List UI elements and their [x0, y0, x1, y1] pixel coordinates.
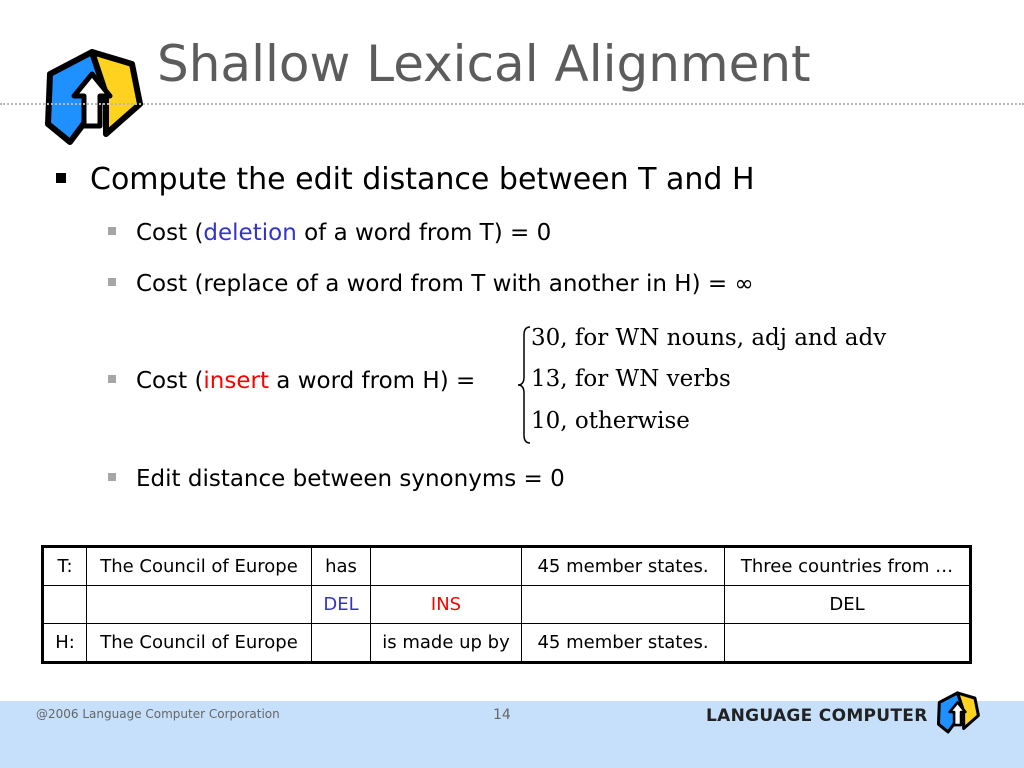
table-row	[43, 624, 971, 663]
table-cell: has	[312, 547, 371, 586]
bullet-text: Cost (replace of a word from T with another in H) = ∞	[136, 271, 754, 297]
left-brace	[516, 325, 532, 445]
bullet-text: of a word from T) = 0	[296, 220, 552, 246]
table-cell: 45 member states.	[522, 547, 725, 586]
bullet-text: a word from H) =	[269, 368, 476, 394]
del-label: DEL	[312, 586, 371, 624]
insert-cost-case-1: 30, for WN nouns, adj and adv	[531, 325, 887, 351]
sub-bullet-marker	[108, 227, 116, 235]
main-bullet	[56, 162, 755, 198]
page-number: 14	[493, 707, 511, 723]
bullet-marker	[56, 173, 66, 183]
bullet-text: Cost (	[136, 368, 204, 394]
table-cell: Three countries from …	[725, 547, 971, 586]
slide-title: Shallow Lexical Alignment	[157, 35, 811, 93]
bullet-text: Cost (	[136, 220, 204, 246]
sub-bullet-marker	[108, 278, 116, 286]
slide-footer	[0, 701, 1024, 768]
table-cell	[43, 586, 87, 624]
sub-bullet-insert	[108, 368, 475, 396]
table-cell	[522, 586, 725, 624]
copyright-text: @2006 Language Computer Corporation	[36, 707, 280, 721]
table-cell	[725, 624, 971, 663]
table-cell	[87, 586, 312, 624]
table-row	[43, 547, 971, 586]
sub-bullet-marker	[108, 375, 116, 383]
company-name: LANGUAGE COMPUTER	[706, 706, 928, 726]
table-row	[43, 586, 971, 624]
deletion-term: deletion	[203, 220, 297, 246]
table-cell: T:	[43, 547, 87, 586]
table-cell: The Council of Europe	[87, 547, 312, 586]
insert-term: insert	[203, 368, 269, 394]
sub-bullet-deletion	[108, 220, 551, 248]
main-bullet-text: Compute the edit distance between T and H	[90, 162, 755, 197]
sub-bullet-replace	[108, 271, 754, 299]
insert-cost-case-2: 13, for WN verbs	[531, 366, 731, 392]
ins-label: INS	[371, 586, 522, 624]
table-cell: H:	[43, 624, 87, 663]
del-label: DEL	[725, 586, 971, 624]
bullet-text: Edit distance between synonyms = 0	[136, 466, 565, 492]
lcc-logo-icon	[40, 44, 146, 148]
table-cell: The Council of Europe	[87, 624, 312, 663]
title-divider	[0, 103, 1024, 105]
table-cell	[371, 547, 522, 586]
lcc-logo-small-icon	[935, 689, 981, 735]
alignment-table	[41, 545, 972, 664]
table-cell: is made up by	[371, 624, 522, 663]
table-cell: 45 member states.	[522, 624, 725, 663]
sub-bullet-marker	[108, 473, 116, 481]
insert-cost-case-3: 10, otherwise	[531, 408, 690, 434]
table-cell	[312, 624, 371, 663]
sub-bullet-synonyms	[108, 466, 565, 494]
